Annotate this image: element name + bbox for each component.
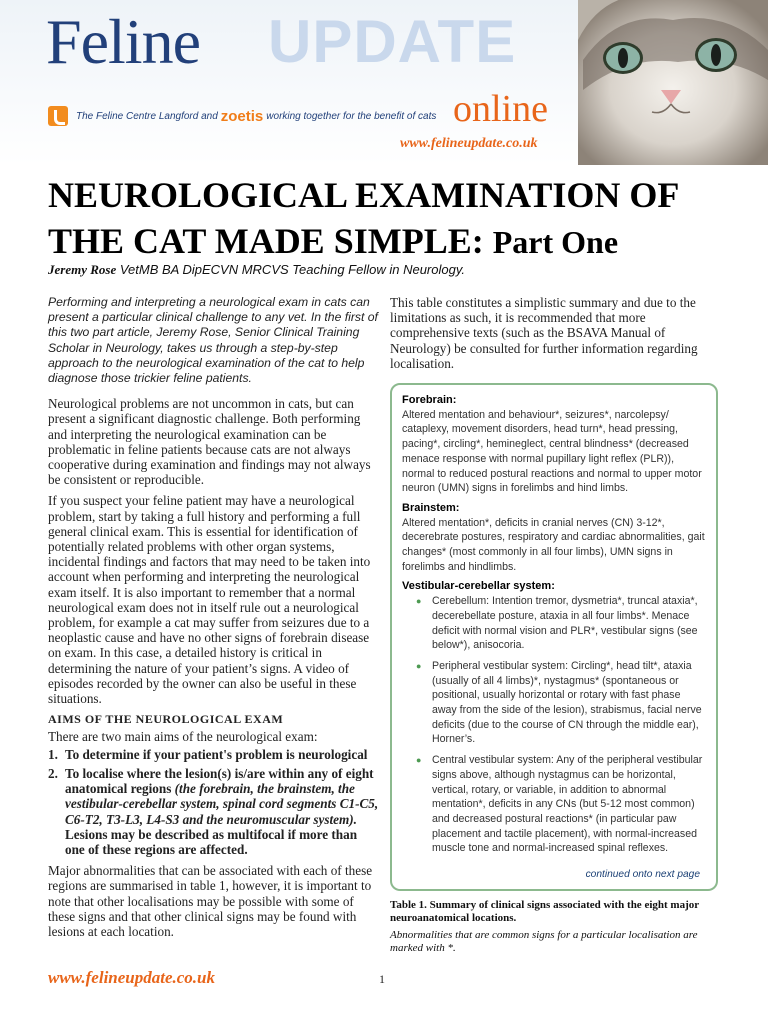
aim-regions: (the forebrain, the brainstem, the vestibular-cerebellar system, spinal cord segments C1-C5, C6-T2, T3-L3, L4-S3 and the neuromuscular system). xyxy=(65,781,379,827)
right-column xyxy=(390,295,720,954)
left-column xyxy=(48,295,380,945)
continued-note: continued onto next page xyxy=(585,869,700,881)
vestibular-list-item: ● Cerebellum: Intention tremor, dysmetria*, truncal ataxia*, decerebellate posture, ataxia in all four limbs*. Menace deficit with normal vision and PLR*, vestibular signs (see below*), anisocoria. xyxy=(402,594,706,653)
table-intro: This table constitutes a simplistic summary and due to the limitations as such, it is recommended that more comprehensive texts (such as the BSAVA Manual of Neurology) be consulted for further information regarding localisation. xyxy=(390,295,698,371)
brand-online: online xyxy=(453,88,548,130)
cat-photo xyxy=(578,0,768,165)
author-name: Jeremy Rose xyxy=(48,262,117,277)
caption-title: Table 1. Summary of clinical signs associated with the eight major neuroanatomical locations. xyxy=(390,899,699,924)
zoetis-logo: zoetis xyxy=(220,107,264,125)
tagline-post: working together for the benefit of cats xyxy=(266,110,437,122)
standfirst: Performing and interpreting a neurological exam in cats can present a particular clinical challenge to any vet. In the first of this two part article, Jeremy Rose, Senior Clinical Training Scholar in Neurology, takes us through a step-by-step approach to the neurological examination of the cat to help diagnose those trickier feline patients. xyxy=(48,295,378,386)
partner-tagline xyxy=(48,103,436,129)
aims-intro: There are two main aims of the neurological exam: xyxy=(48,729,318,745)
section-heading: AIMS OF THE NEUROLOGICAL EXAM xyxy=(48,712,284,727)
body-paragraph: Major abnormalities that can be associated with each of these regions are summarised in table 1, however, it is important to note that other localisations may be possible with some of these signs and that other clinical signs may be found with lesions at each location. xyxy=(48,863,373,939)
caption-note: Abnormalities that are common signs for a particular localisation are marked with *. xyxy=(390,929,698,954)
aims-list-item xyxy=(48,766,380,857)
aims-list-item xyxy=(48,747,380,762)
title-line-2: THE CAT MADE SIMPLE: xyxy=(48,221,484,261)
brand-update: UPDATE xyxy=(268,8,517,75)
author-credentials: VetMB BA DipECVN MRCVS Teaching Fellow in Neurology. xyxy=(119,262,465,277)
brainstem-text: Altered mentation*, deficits in cranial nerves (CN) 3-12*, decerebrate postures, respiratory and cardiac abnormalities, gait changes* (most commonly in all four limbs), UMN signs in forelimbs and hindlimbs. xyxy=(402,516,705,573)
vestibular-list-item: ● Peripheral vestibular system: Circling*, head tilt*, ataxia (usually of all 4 limbs)*, nystagmus* (spontaneous or positional, usually horizontal or rotary with fast phase away from the side of the lesion), strabismus, facial nerve deficits (due to the course of CN through the middle ear), Horner’s. xyxy=(402,659,706,747)
brainstem-heading: Brainstem: xyxy=(402,501,460,514)
header-url-link[interactable]: www.felineupdate.co.uk xyxy=(400,136,538,151)
aim-number: 2. xyxy=(48,765,58,781)
forebrain-text: Altered mentation and behaviour*, seizures*, narcolepsy/ cataplexy, movement disorders, head turn*, head pressing, pacing*, circling*, hemineglect, central blindness* (decreased menace response with normal pupillary light reflex (PLR)), normal to reduced postural reactions and normal to upper motor neuron (UMN) signs in forelimbs and hind limbs. xyxy=(402,408,702,495)
body-paragraph: Neurological problems are not uncommon in cats, but can present a significant diagnostic challenge. Both performing and interpreting the neurological examination can be problematic in feline patients because cats are not always cooperative during examination and findings may not always be consistent or reproducible. xyxy=(48,396,371,488)
title-part: Part One xyxy=(492,224,619,260)
body-paragraph: If you suspect your feline patient may have a neurological problem, start by taking a full history and performing a full general clinical exam. This is essential for identification of potentially related problems with other organ systems, incidental findings and factors that may need to be taken into account when performing and interpreting the neurological exam itself. It is also important to remember that a normal neurological exam does not in itself rule out a neurological problem, for example a cat may suffer from seizures due to a neoplastic cause and have no other signs of forebrain disease on exam. In this case, a detailed history is critical in determining the nature of your patient’s signs. A video of episodes recorded by the owner can also be useful in these situations. xyxy=(48,493,371,707)
vestibular-list xyxy=(402,594,706,856)
langford-logo-icon xyxy=(48,106,68,126)
forebrain-heading: Forebrain: xyxy=(402,394,457,406)
article-title xyxy=(48,172,738,265)
vestibular-heading: Vestibular-cerebellar system: xyxy=(402,580,555,593)
aims-list xyxy=(48,747,380,857)
tagline-pre: The Feline Centre Langford and xyxy=(76,110,218,122)
aim-text: To determine if your patient's problem is neurological xyxy=(65,746,368,762)
vestibular-list-item: ● Central vestibular system: Any of the peripheral vestibular signs above, although nystagmus can be horizontal, vertical, rotary, or variable, in addition to abnormal mentation*, deficits in any CNs (but 5-12 most common) and decreased postural reactions* (in particular paw placement and tactile placement), with normal-increased muscle tone and normal-increased spinal reflexes. xyxy=(402,753,706,856)
aim-number: 1. xyxy=(48,746,58,762)
masthead xyxy=(0,0,768,165)
aim-multifocal: Lesions may be described as multifocal if more than one of these regions are affected. xyxy=(65,826,358,857)
table-caption xyxy=(390,899,720,955)
summary-table-box xyxy=(390,383,718,891)
brand-feline: Feline xyxy=(46,6,200,77)
page-number: 1 xyxy=(379,972,385,986)
footer-url-link[interactable]: www.felineupdate.co.uk xyxy=(48,968,216,987)
title-line-1: NEUROLOGICAL EXAMINATION OF xyxy=(48,175,680,215)
author-line xyxy=(48,262,465,278)
aim-text: To localise where the lesion(s) is/are within any of eight anatomical regions xyxy=(65,765,374,797)
